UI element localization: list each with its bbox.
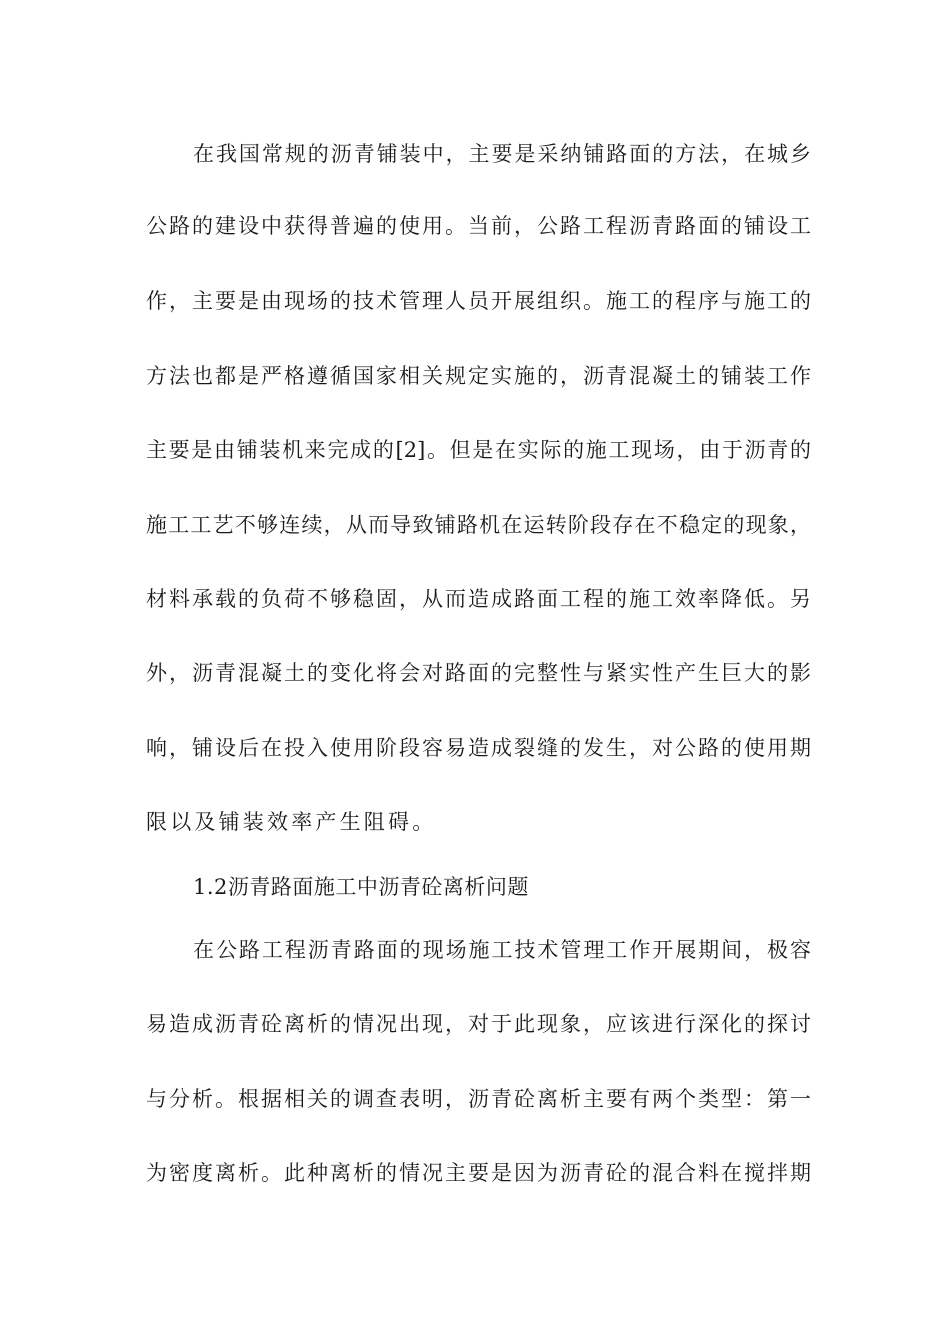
paragraph-1-line-9: 响，铺设后在投入使用阶段容易造成裂缝的发生，对公路的使用期 — [146, 736, 811, 760]
paragraph-1-line-4: 方法也都是严格遵循国家相关规定实施的，沥青混凝土的铺装工作 — [146, 364, 811, 388]
paragraph-1-line-7: 材料承载的负荷不够稳固，从而造成路面工程的施工效率降低。另 — [146, 587, 811, 611]
paragraph-1-line-8: 外，沥青混凝土的变化将会对路面的完整性与紧实性产生巨大的影 — [146, 661, 811, 685]
paragraph-1-line-2: 公路的建设中获得普遍的使用。当前，公路工程沥青路面的铺设工 — [146, 214, 811, 238]
paragraph-1-line-3: 作，主要是由现场的技术管理人员开展组织。施工的程序与施工的 — [146, 289, 811, 313]
paragraph-1-line-6: 施工工艺不够连续，从而导致铺路机在运转阶段存在不稳定的现象， — [146, 513, 811, 537]
paragraph-2-line-2: 易造成沥青砼离析的情况出现，对于此现象，应该进行深化的探讨 — [146, 1012, 811, 1036]
paragraph-1-line-1: 在我国常规的沥青铺装中，主要是采纳铺路面的方法，在城乡 — [193, 142, 811, 166]
paragraph-2-line-4: 为密度离析。此种离析的情况主要是因为沥青砼的混合料在搅拌期 — [146, 1161, 811, 1185]
paragraph-2-line-3: 与分析。根据相关的调查表明，沥青砼离析主要有两个类型：第一 — [146, 1087, 811, 1111]
section-heading: 1.2沥青路面施工中沥青砼离析问题 — [193, 875, 529, 899]
paragraph-1-line-10: 限以及铺装效率产生阻碍。 — [146, 810, 437, 834]
paragraph-1-line-5: 主要是由铺装机来完成的[2]。但是在实际的施工现场，由于沥青的 — [146, 438, 811, 462]
paragraph-2-line-1: 在公路工程沥青路面的现场施工技术管理工作开展期间，极容 — [193, 938, 811, 962]
